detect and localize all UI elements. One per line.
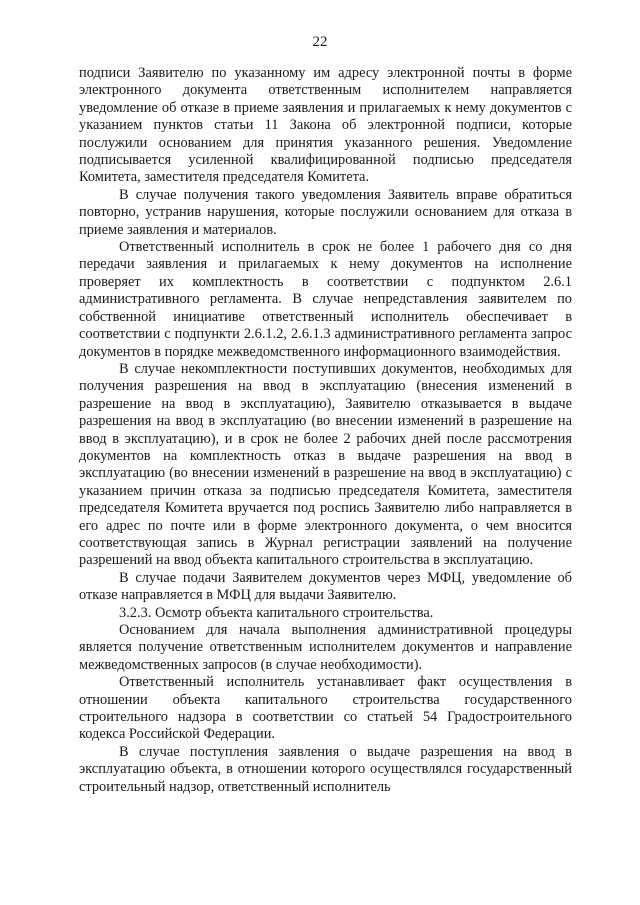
- document-body: [79, 65, 572, 796]
- paragraph-7: Основанием для начала выполнения административной процедуры является получение ответственным исполнителем документов и направление межведомственных запросов (в случае необходимости).: [79, 622, 572, 673]
- paragraph-8: Ответственный исполнитель устанавливает факт осуществления в отношении объекта капитального строительства государственного строительного надзора в соответствии со статьей 54 Градостроительного кодекса Российской Федерации.: [79, 674, 572, 743]
- paragraph-5: В случае подачи Заявителем документов через МФЦ, уведомление об отказе направляется в МФЦ для выдачи Заявителю.: [79, 569, 572, 604]
- paragraph-2: В случае получения такого уведомления Заявитель вправе обратиться повторно, устранив нарушения, которые послужили основанием для отказа в приеме заявления и материалов.: [79, 186, 572, 238]
- page-number: 22: [312, 34, 328, 50]
- paragraph-1: подписи Заявителю по указанному им адресу электронной почты в форме электронного документа ответственным исполнителем направляется уведомление об отказе в приеме заявления и прилагаемых к нему документов с указанием пунктов статьи 11 Закона об электронной подписи, которые послужили основанием для принятия указанного решения. Уведомление подписывается усиленной квалифицированной подписью председателя Комитета, заместителя председателя Комитета.: [79, 65, 572, 186]
- section-heading-3-2-3: 3.2.3. Осмотр объекта капитального строительства.: [119, 604, 434, 621]
- paragraph-4: В случае некомплектности поступивших документов, необходимых для получения разрешения на ввод в эксплуатацию (внесения изменений в разрешение на ввод в эксплуатацию), Заявителю отказывается в выдаче разрешения на ввод в эксплуатацию (во внесении изменений в разрешение на ввод в эксплуатацию), и в срок не более 2 рабочих дней после рассмотрения документов на комплектность отказ в выдаче разрешения на ввод в эксплуатацию (во внесении изменений в разрешение на ввод в эксплуатацию) с указанием причин отказа за подписью председателя Комитета, заместителя председателя Комитета вручается под роспись Заявителю либо направляется в его адрес по почте или в форме электронного документа, о чем вносится соответствующая запись в Журнал регистрации заявлений на получение разрешений на ввод объекта капитального строительства в эксплуатацию.: [79, 360, 572, 569]
- paragraph-9: В случае поступления заявления о выдаче разрешения на ввод в эксплуатацию объекта, в отношении которого осуществлялся государственный строительный надзор, ответственный исполнитель: [79, 743, 572, 795]
- paragraph-3: Ответственный исполнитель в срок не более 1 рабочего дня со дня передачи заявления и прилагаемых к нему документов на исполнение проверяет их комплектность в соответствии с подпунктом 2.6.1 административного регламента. В случае непредставления заявителем по собственной инициативе ответственный исполнитель обеспечивает в соответствии с подпункти 2.6.1.2, 2.6.1.3 административного регламента запрос документов в порядке межведомственного информационного взаимодействия.: [79, 239, 572, 360]
